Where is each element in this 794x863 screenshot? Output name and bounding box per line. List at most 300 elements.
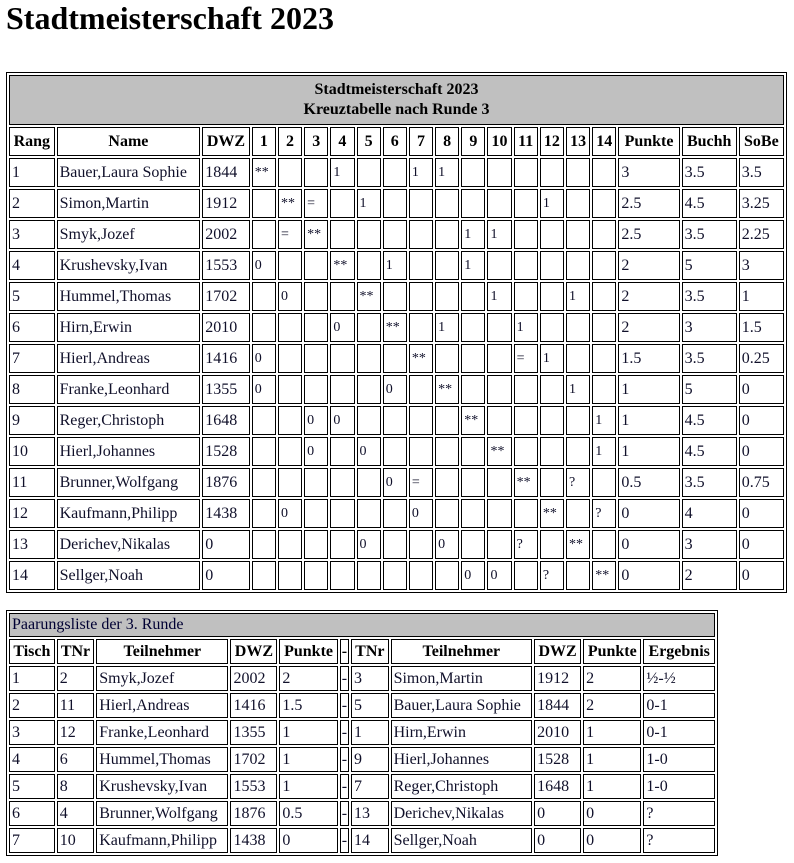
result-cell: 0	[278, 282, 302, 311]
result-cell	[566, 499, 590, 528]
rank-cell: 2	[9, 189, 55, 218]
player-name-cell: Hierl,Andreas	[57, 344, 201, 373]
points-cell: 2	[618, 251, 679, 280]
buchholz-cell: 2	[682, 561, 737, 590]
result-cell	[435, 282, 459, 311]
dwz-cell: 2010	[202, 313, 250, 342]
header-buchholz: Buchh	[682, 127, 737, 156]
result-cell	[304, 499, 328, 528]
rank-cell: 9	[9, 406, 55, 435]
result-cell	[409, 561, 433, 590]
dwz-white-cell: 1355	[230, 720, 277, 745]
separator-cell: -	[340, 828, 349, 853]
buchholz-cell: 4.5	[682, 437, 737, 466]
result-cell	[252, 282, 276, 311]
result-cell: 1	[487, 282, 511, 311]
result-cell: ½-½	[643, 666, 715, 691]
points-white-cell: 1	[279, 720, 337, 745]
player-name-cell: Krushevsky,Ivan	[57, 251, 201, 280]
result-cell	[278, 158, 302, 187]
table-row	[9, 747, 715, 772]
rank-cell: 3	[9, 220, 55, 249]
result-cell	[487, 344, 511, 373]
header-opponent-10: 10	[487, 127, 511, 156]
points-black-cell: 2	[583, 693, 641, 718]
result-cell	[278, 375, 302, 404]
tnr-white-cell: 11	[57, 693, 95, 718]
crosstable	[6, 72, 787, 593]
buchholz-cell: 3.5	[682, 220, 737, 249]
buchholz-cell: 3.5	[682, 344, 737, 373]
header-rank: Rang	[9, 127, 55, 156]
separator-cell: -	[340, 720, 349, 745]
rank-cell: 1	[9, 158, 55, 187]
result-cell	[487, 251, 511, 280]
result-cell	[330, 189, 354, 218]
result-cell	[461, 530, 485, 559]
points-black-cell: 1	[583, 747, 641, 772]
player-white-cell: Brunner,Wolfgang	[96, 801, 228, 826]
crosstable-caption-line2: Kreuztabelle nach Runde 3	[303, 101, 490, 118]
result-cell: ?	[514, 530, 538, 559]
result-cell	[278, 344, 302, 373]
result-cell: **	[566, 530, 590, 559]
result-cell	[409, 220, 433, 249]
tnr-black-cell: 5	[351, 693, 389, 718]
result-cell	[304, 375, 328, 404]
result-cell: 0-1	[643, 720, 715, 745]
header-opponent-1: 1	[252, 127, 276, 156]
result-cell: 0	[252, 344, 276, 373]
points-cell: 0	[618, 561, 679, 590]
table-row	[9, 720, 715, 745]
table-row	[9, 561, 784, 590]
dwz-white-cell: 2002	[230, 666, 277, 691]
table-row	[9, 468, 784, 497]
result-cell	[383, 437, 407, 466]
result-cell	[566, 220, 590, 249]
result-cell	[252, 313, 276, 342]
result-cell	[383, 561, 407, 590]
result-cell: 0	[435, 530, 459, 559]
result-cell	[435, 189, 459, 218]
result-cell	[330, 499, 354, 528]
header-opponent-8: 8	[435, 127, 459, 156]
result-cell: 1	[592, 437, 616, 466]
table-row	[9, 530, 784, 559]
result-cell: 1	[540, 344, 564, 373]
result-cell: 0	[357, 437, 381, 466]
table-row	[9, 499, 784, 528]
dwz-cell: 1844	[202, 158, 250, 187]
header-separator: -	[340, 639, 349, 664]
header-result: Ergebnis	[643, 639, 715, 664]
result-cell	[252, 530, 276, 559]
pairings-header-row	[9, 639, 715, 664]
player-name-cell: Smyk,Jozef	[57, 220, 201, 249]
result-cell	[540, 313, 564, 342]
result-cell	[592, 220, 616, 249]
result-cell	[278, 468, 302, 497]
header-tnr-black: TNr	[351, 639, 389, 664]
separator-cell: -	[340, 774, 349, 799]
points-cell: 2	[618, 282, 679, 311]
dwz-cell: 1438	[202, 499, 250, 528]
points-white-cell: 1.5	[279, 693, 337, 718]
player-white-cell: Smyk,Jozef	[96, 666, 228, 691]
result-cell	[304, 468, 328, 497]
result-cell: **	[409, 344, 433, 373]
result-cell	[592, 158, 616, 187]
result-cell	[330, 437, 354, 466]
result-cell	[330, 468, 354, 497]
dwz-cell: 2002	[202, 220, 250, 249]
result-cell	[304, 313, 328, 342]
player-white-cell: Hummel,Thomas	[96, 747, 228, 772]
result-cell	[514, 561, 538, 590]
player-name-cell: Kaufmann,Philipp	[57, 499, 201, 528]
result-cell	[514, 282, 538, 311]
result-cell	[540, 158, 564, 187]
dwz-cell: 1416	[202, 344, 250, 373]
separator-cell: -	[340, 666, 349, 691]
result-cell	[357, 313, 381, 342]
points-cell: 1	[618, 437, 679, 466]
result-cell	[409, 282, 433, 311]
rank-cell: 7	[9, 344, 55, 373]
table-row	[9, 437, 784, 466]
result-cell	[566, 158, 590, 187]
sobe-cell: 0	[739, 375, 784, 404]
header-opponent-4: 4	[330, 127, 354, 156]
result-cell: 1	[566, 375, 590, 404]
result-cell: **	[330, 251, 354, 280]
buchholz-cell: 4.5	[682, 406, 737, 435]
dwz-cell: 1876	[202, 468, 250, 497]
result-cell: 1	[566, 282, 590, 311]
header-points-white: Punkte	[279, 639, 337, 664]
result-cell	[592, 530, 616, 559]
dwz-cell: 1355	[202, 375, 250, 404]
sobe-cell: 3	[739, 251, 784, 280]
tnr-black-cell: 9	[351, 747, 389, 772]
result-cell	[487, 189, 511, 218]
sobe-cell: 1.5	[739, 313, 784, 342]
rank-cell: 5	[9, 282, 55, 311]
player-black-cell: Sellger,Noah	[391, 828, 533, 853]
dwz-black-cell: 0	[534, 801, 581, 826]
result-cell	[592, 375, 616, 404]
header-opponent-3: 3	[304, 127, 328, 156]
result-cell: **	[383, 313, 407, 342]
result-cell	[461, 344, 485, 373]
result-cell: **	[514, 468, 538, 497]
header-points-black: Punkte	[583, 639, 641, 664]
result-cell	[487, 530, 511, 559]
result-cell: 1	[357, 189, 381, 218]
header-opponent-2: 2	[278, 127, 302, 156]
result-cell	[357, 499, 381, 528]
result-cell	[252, 220, 276, 249]
result-cell: 0	[304, 406, 328, 435]
tnr-white-cell: 12	[57, 720, 95, 745]
dwz-white-cell: 1702	[230, 747, 277, 772]
table-row	[9, 158, 784, 187]
result-cell	[514, 158, 538, 187]
result-cell: 1	[435, 158, 459, 187]
result-cell: 0	[383, 468, 407, 497]
result-cell	[592, 468, 616, 497]
sobe-cell: 0	[739, 499, 784, 528]
result-cell: =	[278, 220, 302, 249]
result-cell: **	[252, 158, 276, 187]
player-name-cell: Sellger,Noah	[57, 561, 201, 590]
result-cell	[540, 375, 564, 404]
board-cell: 7	[9, 828, 55, 853]
result-cell	[252, 468, 276, 497]
points-black-cell: 0	[583, 828, 641, 853]
result-cell	[252, 499, 276, 528]
points-white-cell: 1	[279, 747, 337, 772]
table-row	[9, 344, 784, 373]
tnr-white-cell: 8	[57, 774, 95, 799]
result-cell	[252, 406, 276, 435]
result-cell	[592, 313, 616, 342]
result-cell	[487, 158, 511, 187]
result-cell: 1	[487, 220, 511, 249]
points-black-cell: 1	[583, 774, 641, 799]
points-cell: 3	[618, 158, 679, 187]
result-cell: 1	[592, 406, 616, 435]
result-cell	[540, 530, 564, 559]
dwz-black-cell: 2010	[534, 720, 581, 745]
result-cell	[461, 313, 485, 342]
header-sobe: SoBe	[739, 127, 784, 156]
player-white-cell: Franke,Leonhard	[96, 720, 228, 745]
points-black-cell: 2	[583, 666, 641, 691]
result-cell: 1	[435, 313, 459, 342]
player-name-cell: Hummel,Thomas	[57, 282, 201, 311]
rank-cell: 13	[9, 530, 55, 559]
buchholz-cell: 3.5	[682, 282, 737, 311]
rank-cell: 14	[9, 561, 55, 590]
sobe-cell: 0	[739, 561, 784, 590]
result-cell	[566, 437, 590, 466]
player-white-cell: Krushevsky,Ivan	[96, 774, 228, 799]
result-cell	[409, 437, 433, 466]
points-white-cell: 0	[279, 828, 337, 853]
result-cell	[514, 406, 538, 435]
result-cell	[514, 437, 538, 466]
player-black-cell: Reger,Christoph	[391, 774, 533, 799]
result-cell	[383, 406, 407, 435]
points-black-cell: 0	[583, 801, 641, 826]
page-title: Stadtmeisterschaft 2023	[6, 0, 334, 36]
dwz-cell: 1528	[202, 437, 250, 466]
result-cell	[540, 282, 564, 311]
rank-cell: 10	[9, 437, 55, 466]
result-cell	[330, 344, 354, 373]
table-row	[9, 375, 784, 404]
result-cell	[514, 189, 538, 218]
result-cell: 0	[278, 499, 302, 528]
sobe-cell: 2.25	[739, 220, 784, 249]
result-cell: 1	[330, 158, 354, 187]
result-cell	[383, 189, 407, 218]
dwz-white-cell: 1553	[230, 774, 277, 799]
result-cell	[540, 406, 564, 435]
points-white-cell: 0.5	[279, 801, 337, 826]
header-opponent-12: 12	[540, 127, 564, 156]
result-cell: =	[304, 189, 328, 218]
buchholz-cell: 5	[682, 251, 737, 280]
dwz-cell: 1912	[202, 189, 250, 218]
result-cell	[278, 561, 302, 590]
result-cell	[540, 220, 564, 249]
result-cell: =	[514, 344, 538, 373]
table-row	[9, 693, 715, 718]
result-cell	[461, 375, 485, 404]
result-cell	[435, 437, 459, 466]
board-cell: 5	[9, 774, 55, 799]
pairings-table	[6, 610, 718, 856]
result-cell	[304, 251, 328, 280]
table-row	[9, 406, 784, 435]
result-cell	[252, 437, 276, 466]
result-cell	[383, 282, 407, 311]
buchholz-cell: 3	[682, 313, 737, 342]
board-cell: 4	[9, 747, 55, 772]
header-tnr-white: TNr	[57, 639, 95, 664]
header-name: Name	[57, 127, 201, 156]
points-cell: 1.5	[618, 344, 679, 373]
rank-cell: 12	[9, 499, 55, 528]
pairings-caption: Paarungsliste der 3. Runde	[9, 613, 715, 637]
result-cell: 1	[383, 251, 407, 280]
result-cell: **	[592, 561, 616, 590]
result-cell: **	[487, 437, 511, 466]
result-cell	[304, 344, 328, 373]
player-black-cell: Hirn,Erwin	[391, 720, 533, 745]
tnr-black-cell: 3	[351, 666, 389, 691]
table-row	[9, 251, 784, 280]
board-cell: 6	[9, 801, 55, 826]
header-dwz: DWZ	[202, 127, 250, 156]
result-cell	[461, 468, 485, 497]
result-cell: **	[540, 499, 564, 528]
rank-cell: 6	[9, 313, 55, 342]
result-cell: **	[357, 282, 381, 311]
tnr-black-cell: 13	[351, 801, 389, 826]
header-dwz-black: DWZ	[534, 639, 581, 664]
result-cell: 1	[540, 189, 564, 218]
dwz-cell: 1648	[202, 406, 250, 435]
result-cell	[383, 158, 407, 187]
result-cell: ?	[566, 468, 590, 497]
separator-cell: -	[340, 801, 349, 826]
table-row	[9, 801, 715, 826]
table-row	[9, 828, 715, 853]
sobe-cell: 0.75	[739, 468, 784, 497]
result-cell	[540, 468, 564, 497]
result-cell: 0	[304, 437, 328, 466]
result-cell: ?	[540, 561, 564, 590]
result-cell	[592, 282, 616, 311]
dwz-white-cell: 1876	[230, 801, 277, 826]
result-cell	[514, 220, 538, 249]
result-cell	[461, 437, 485, 466]
buchholz-cell: 3.5	[682, 158, 737, 187]
player-name-cell: Derichev,Nikalas	[57, 530, 201, 559]
separator-cell: -	[340, 747, 349, 772]
points-cell: 0.5	[618, 468, 679, 497]
header-player-black: Teilnehmer	[391, 639, 533, 664]
player-black-cell: Hierl,Johannes	[391, 747, 533, 772]
result-cell	[383, 344, 407, 373]
table-row	[9, 220, 784, 249]
result-cell: **	[304, 220, 328, 249]
points-cell: 0	[618, 530, 679, 559]
result-cell: **	[461, 406, 485, 435]
result-cell: 0-1	[643, 693, 715, 718]
result-cell: 0	[330, 313, 354, 342]
points-cell: 2.5	[618, 220, 679, 249]
player-white-cell: Hierl,Andreas	[96, 693, 228, 718]
result-cell	[278, 313, 302, 342]
sobe-cell: 0	[739, 406, 784, 435]
table-row	[9, 313, 784, 342]
result-cell: 0	[252, 375, 276, 404]
result-cell	[357, 375, 381, 404]
result-cell	[461, 282, 485, 311]
table-row	[9, 666, 715, 691]
crosstable-caption-line1: Stadtmeisterschaft 2023	[314, 81, 479, 98]
result-cell	[514, 251, 538, 280]
rank-cell: 8	[9, 375, 55, 404]
result-cell	[592, 251, 616, 280]
result-cell: 0	[383, 375, 407, 404]
tnr-black-cell: 14	[351, 828, 389, 853]
player-black-cell: Derichev,Nikalas	[391, 801, 533, 826]
result-cell	[435, 344, 459, 373]
result-cell	[409, 530, 433, 559]
tnr-white-cell: 6	[57, 747, 95, 772]
result-cell	[278, 251, 302, 280]
tnr-black-cell: 7	[351, 774, 389, 799]
player-name-cell: Simon,Martin	[57, 189, 201, 218]
dwz-cell: 1553	[202, 251, 250, 280]
player-name-cell: Reger,Christoph	[57, 406, 201, 435]
result-cell	[252, 561, 276, 590]
buchholz-cell: 5	[682, 375, 737, 404]
result-cell: =	[409, 468, 433, 497]
result-cell	[304, 561, 328, 590]
result-cell	[514, 499, 538, 528]
result-cell: 0	[330, 406, 354, 435]
sobe-cell: 1	[739, 282, 784, 311]
result-cell	[278, 530, 302, 559]
result-cell: 0	[487, 561, 511, 590]
result-cell	[540, 251, 564, 280]
player-black-cell: Simon,Martin	[391, 666, 533, 691]
header-points: Punkte	[618, 127, 679, 156]
result-cell: 0	[357, 530, 381, 559]
header-opponent-7: 7	[409, 127, 433, 156]
result-cell	[330, 282, 354, 311]
points-cell: 0	[618, 499, 679, 528]
result-cell	[435, 561, 459, 590]
board-cell: 2	[9, 693, 55, 718]
